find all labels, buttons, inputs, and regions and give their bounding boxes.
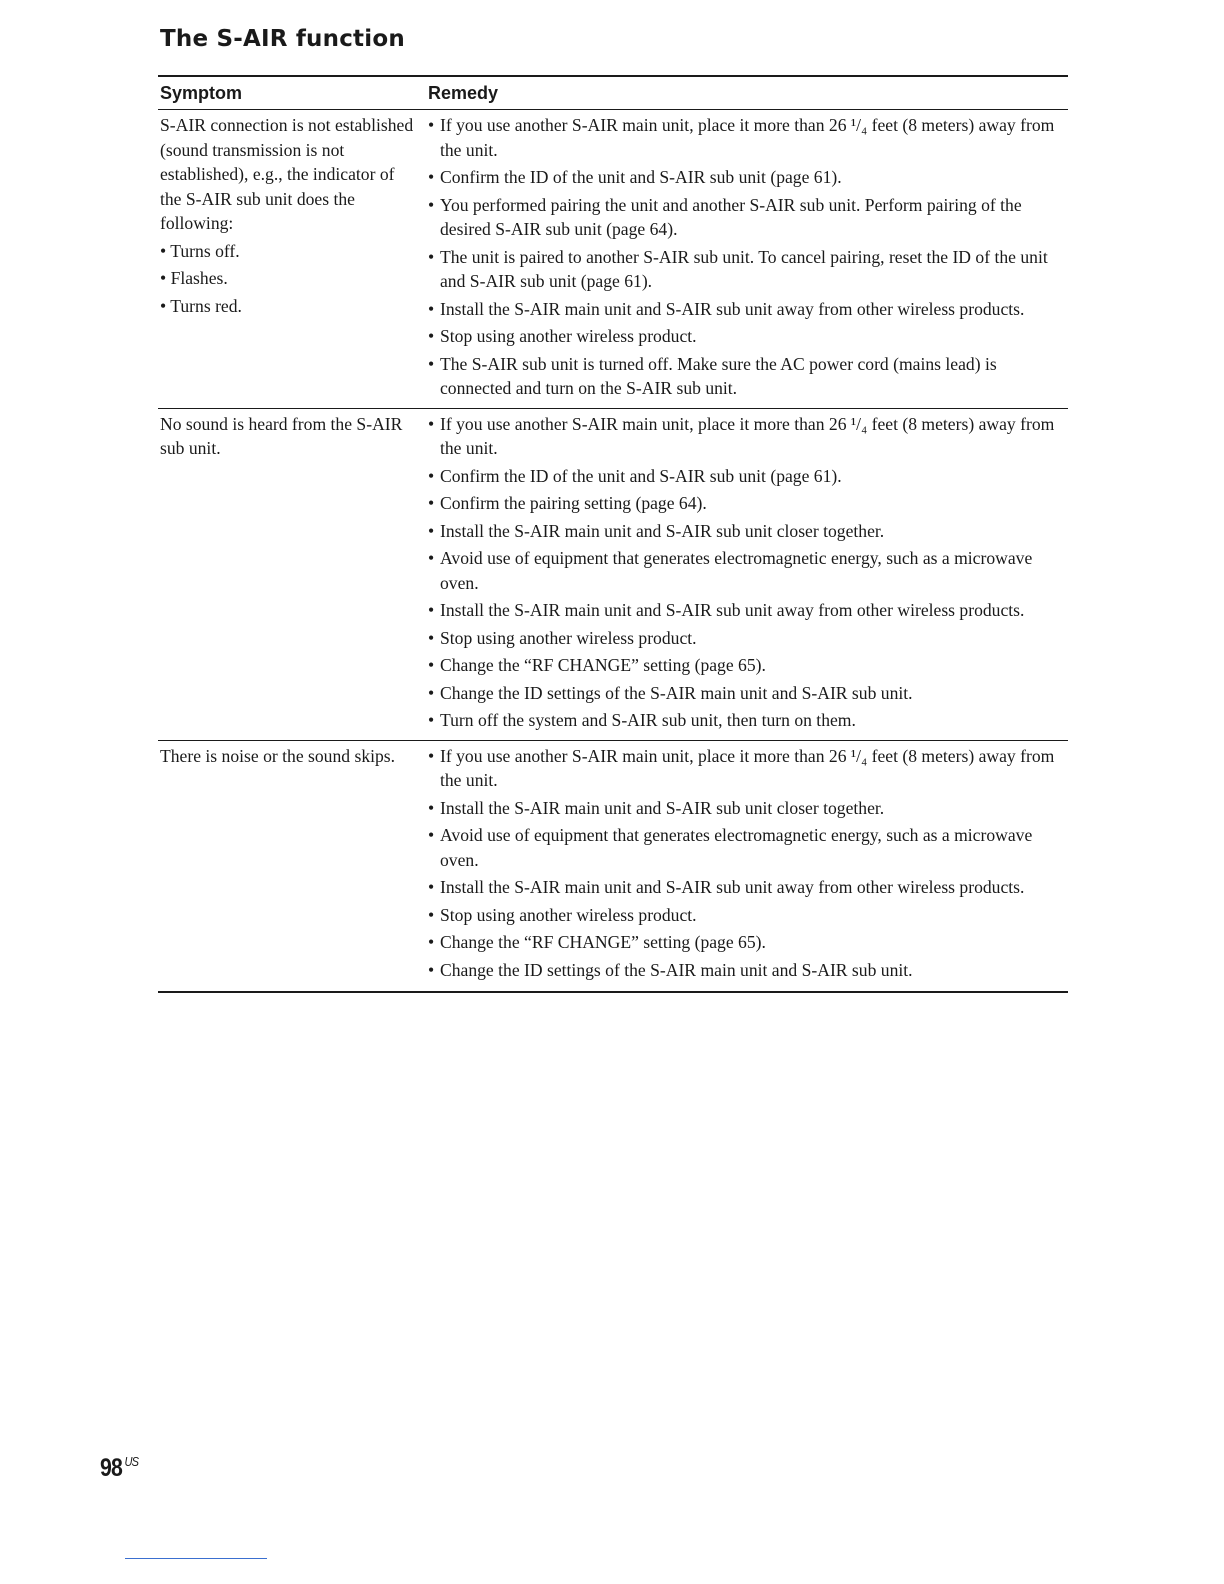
remedy-item xyxy=(428,324,1068,349)
remedy-item xyxy=(428,903,1068,928)
bullet-icon: • xyxy=(428,797,435,818)
bullet-icon: • xyxy=(428,353,435,374)
bullet-icon: • xyxy=(428,877,435,897)
remedy-item xyxy=(428,352,1068,401)
symptom-bullet-item xyxy=(160,266,416,291)
table-row xyxy=(158,408,1068,740)
table-header-row xyxy=(158,76,1068,110)
remedy-text: Change the ID settings of the S-AIR main unit and S-AIR sub unit. xyxy=(440,959,913,980)
symptom-bullet-text: Turns off. xyxy=(170,240,240,261)
remedy-list xyxy=(428,412,1068,733)
bullet-icon: • xyxy=(428,167,435,187)
remedy-text: Stop using another wireless product. xyxy=(440,627,697,648)
bullet-icon: • xyxy=(428,548,435,568)
remedy-item xyxy=(428,546,1068,595)
remedy-text: Stop using another wireless product. xyxy=(440,904,697,925)
remedy-text: Install the S-AIR main unit and S-AIR sub unit away from other wireless products. xyxy=(440,600,1025,620)
symptom-bullet-list xyxy=(160,239,416,319)
remedy-text: If you use another S-AIR main unit, place it more than 26 ¹/₄ feet (8 meters) away from the unit. xyxy=(440,115,1055,160)
remedy-item xyxy=(428,930,1068,955)
symptom-text: There is noise or the sound skips. xyxy=(160,745,396,766)
remedy-text: You performed pairing the unit and another S-AIR sub unit. Perform pairing of the desired S-AIR sub unit (page 64). xyxy=(440,194,1022,239)
table-row xyxy=(158,740,1068,992)
remedy-text: Install the S-AIR main unit and S-AIR sub unit away from other wireless products. xyxy=(440,877,1025,897)
bullet-icon: • xyxy=(428,655,435,675)
bullet-icon: • xyxy=(428,326,435,346)
section-title: The S-AIR function xyxy=(160,26,405,52)
remedy-list xyxy=(428,113,1068,401)
remedy-text: Install the S-AIR main unit and S-AIR sub unit away from other wireless products. xyxy=(440,298,1025,319)
remedy-text: Change the “RF CHANGE” setting (page 65). xyxy=(440,932,766,952)
remedy-item xyxy=(428,626,1068,651)
remedy-item xyxy=(428,598,1068,623)
remedy-item xyxy=(428,165,1068,190)
bullet-icon: • xyxy=(428,682,435,703)
symptom-bullet-text: Turns red. xyxy=(170,295,242,316)
remedy-text: Change the ID settings of the S-AIR main unit and S-AIR sub unit. xyxy=(440,682,913,703)
bullet-icon: • xyxy=(428,710,435,730)
symptom-bullet-text: Flashes. xyxy=(170,268,228,288)
bullet-icon: • xyxy=(428,627,435,648)
remedy-text: Avoid use of equipment that generates electromagnetic energy, such as a microwave oven. xyxy=(440,548,1033,593)
bullet-icon: • xyxy=(428,194,435,215)
bullet-icon: • xyxy=(428,493,435,513)
page-number xyxy=(100,1454,138,1483)
remedy-text: Avoid use of equipment that generates electromagnetic energy, such as a microwave oven. xyxy=(440,825,1033,870)
remedy-item xyxy=(428,875,1068,900)
remedy-item xyxy=(428,958,1068,983)
remedy-text: Install the S-AIR main unit and S-AIR sub unit closer together. xyxy=(440,797,885,818)
remedy-item xyxy=(428,491,1068,516)
remedy-text: Turn off the system and S-AIR sub unit, then turn on them. xyxy=(440,710,856,730)
remedy-item xyxy=(428,681,1068,706)
symptom-bullet-item xyxy=(160,239,416,264)
symptom-text: No sound is heard from the S-AIR sub unit. xyxy=(160,413,403,458)
remedy-text: Change the “RF CHANGE” setting (page 65). xyxy=(440,655,766,675)
bullet-icon: • xyxy=(428,298,435,319)
remedy-cell xyxy=(416,110,1068,409)
bullet-icon: • xyxy=(428,413,435,434)
remedy-column-header: Remedy xyxy=(416,76,1068,110)
bullet-icon: • xyxy=(160,240,171,261)
table-body xyxy=(158,110,1068,993)
bullet-icon: • xyxy=(428,825,435,845)
remedy-item xyxy=(428,796,1068,821)
remedy-text: The S-AIR sub unit is turned off. Make sure the AC power cord (mains lead) is connected and turn on the S-AIR sub unit. xyxy=(440,353,997,398)
remedy-text: Install the S-AIR main unit and S-AIR sub unit closer together. xyxy=(440,520,885,541)
remedy-cell xyxy=(416,408,1068,740)
troubleshooting-table xyxy=(158,75,1068,993)
bullet-icon: • xyxy=(428,904,435,925)
symptom-text: S-AIR connection is not established (sound transmission is not established), e.g., the indicator of the S-AIR sub unit does the following: xyxy=(160,115,414,233)
remedy-item xyxy=(428,464,1068,489)
remedy-item xyxy=(428,519,1068,544)
remedy-item xyxy=(428,193,1068,242)
symptom-column-header: Symptom xyxy=(158,76,416,110)
remedy-item xyxy=(428,245,1068,294)
bullet-icon: • xyxy=(428,745,435,766)
bullet-icon: • xyxy=(428,932,435,952)
table-row xyxy=(158,110,1068,409)
bullet-icon: • xyxy=(428,600,435,620)
symptom-bullet-item xyxy=(160,294,416,319)
region-code: US xyxy=(124,1454,139,1469)
symptom-cell xyxy=(158,740,416,992)
remedy-text: Stop using another wireless product. xyxy=(440,326,697,346)
remedy-item xyxy=(428,412,1068,461)
bullet-icon: • xyxy=(428,959,435,980)
bullet-icon: • xyxy=(428,115,435,135)
page-number-value: 98 xyxy=(100,1454,122,1482)
bullet-icon: • xyxy=(428,465,435,486)
remedy-item xyxy=(428,653,1068,678)
remedy-item xyxy=(428,113,1068,162)
bullet-icon: • xyxy=(428,520,435,541)
remedy-list xyxy=(428,744,1068,983)
remedy-text: The unit is paired to another S-AIR sub unit. To cancel pairing, reset the ID of the unit and S-AIR sub unit (page 61). xyxy=(440,246,1048,291)
symptom-cell xyxy=(158,408,416,740)
bullet-icon: • xyxy=(428,246,435,267)
bottom-divider xyxy=(125,1558,267,1559)
remedy-text: Confirm the ID of the unit and S-AIR sub unit (page 61). xyxy=(440,167,842,187)
symptom-cell xyxy=(158,110,416,409)
remedy-item xyxy=(428,823,1068,872)
bullet-icon: • xyxy=(160,295,171,316)
remedy-item xyxy=(428,744,1068,793)
remedy-text: If you use another S-AIR main unit, place it more than 26 ¹/₄ feet (8 meters) away from the unit. xyxy=(440,413,1055,458)
remedy-text: Confirm the pairing setting (page 64). xyxy=(440,493,707,513)
bullet-icon: • xyxy=(160,268,171,288)
remedy-item xyxy=(428,297,1068,322)
remedy-text: Confirm the ID of the unit and S-AIR sub unit (page 61). xyxy=(440,465,842,486)
remedy-cell xyxy=(416,740,1068,992)
remedy-text: If you use another S-AIR main unit, place it more than 26 ¹/₄ feet (8 meters) away from the unit. xyxy=(440,745,1055,790)
remedy-item xyxy=(428,708,1068,733)
